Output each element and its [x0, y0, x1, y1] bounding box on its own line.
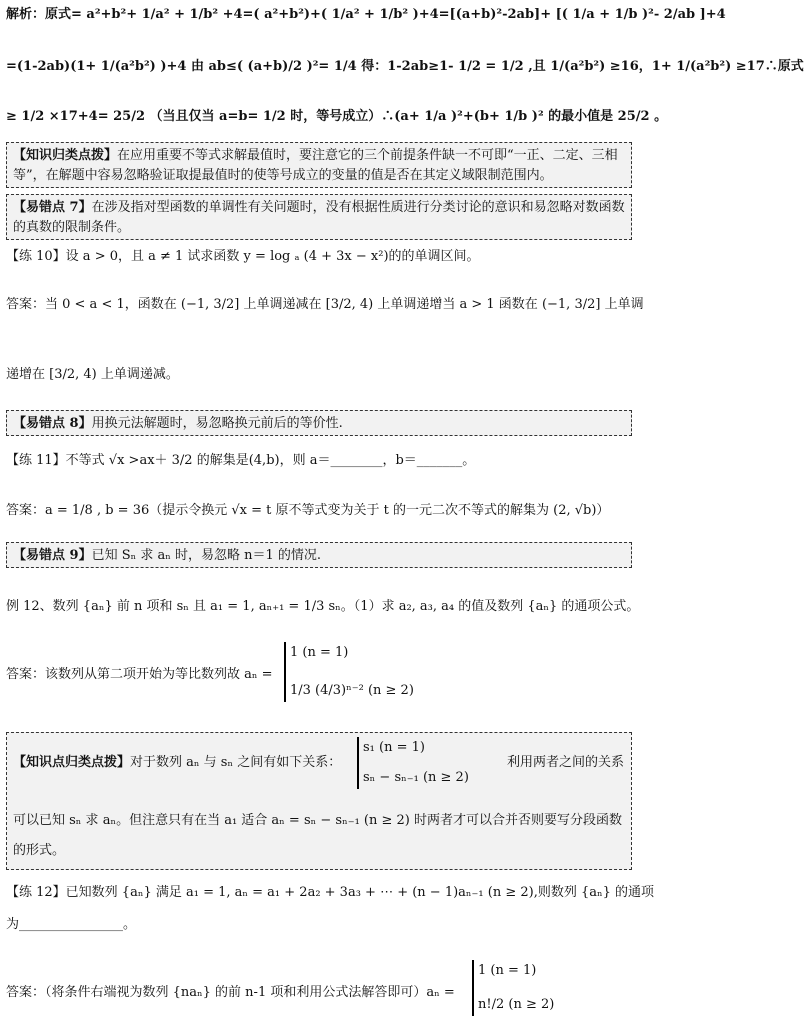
exercise-12-question: 【练 12】已知数列 {aₙ} 满足 a₁ = 1, aₙ = a₁ + 2a₂ + 3a₃ + ⋯ + (n − 1)aₙ₋₁ (n ≥ 2),则数列 {aₙ} 的通项	[6, 885, 655, 900]
exercise-12-question-2: 为________________。	[6, 917, 137, 932]
example-12-question: 例 12、数列 {aₙ} 前 n 项和 sₙ 且 a₁ = 1, aₙ₊₁ = 1/3 sₙ。（1）求 a₂, a₃, a₄ 的值及数列 {aₙ} 的通项公式。	[6, 599, 640, 614]
error-point-7-text: 在涉及指对型函数的单调性有关问题时，没有根据性质进行分类讨论的意识和易忽略对数函数的真数的限制条件。	[13, 200, 625, 235]
knowledge-point-text-1: 对于数列 aₙ 与 sₙ 之间有如下关系：	[130, 755, 342, 770]
exercise-12-answer: 答案：（将条件右端视为数列 {naₙ} 的前 n-1 项和利用公式法解答即可）aₙ =	[6, 985, 455, 1000]
analysis-line-1: 解析：原式= a²+b²+ 1/a² + 1/b² +4=( a²+b²)+( 1/a² + 1/b² )+4=[(a+b)²-2ab]+ [( 1/a + 1/b )²- 2/ab ]+4	[6, 7, 726, 22]
knowledge-point-label: 【知识点归类点拨】	[13, 755, 131, 770]
exercise-12-case-1: 1 (n = 1)	[478, 963, 537, 978]
example-12-answer-label: 答案：该数列从第二项开始为等比数列故 aₙ =	[6, 667, 273, 682]
exercise-12-case-2: n!/2 (n ≥ 2)	[478, 997, 555, 1012]
knowledge-point-case-1: s₁ (n = 1)	[363, 740, 425, 755]
example-12-case-1: 1 (n = 1)	[290, 645, 349, 660]
knowledge-tip-text: 在应用重要不等式求解最值时，要注意它的三个前提条件缺一不可即“一正、二定、三相等”，在解题中容易忽略验证取提最值时的使等号成立的变量的值是否在其定义域限制范围内。	[13, 148, 618, 183]
exercise-10-answer-1: 答案：当 0 < a < 1，函数在 (−1, 3/2] 上单调递减在 [3/2, 4) 上单调递增当 a > 1 函数在 (−1, 3/2] 上单调	[6, 297, 644, 312]
knowledge-point-piecewise	[357, 737, 469, 789]
error-point-9-label: 【易错点 9】	[13, 548, 92, 563]
error-point-7-label: 【易错点 7】	[13, 200, 92, 215]
exercise-12-piecewise	[472, 960, 554, 1016]
example-12-case-2: 1/3 (4/3)ⁿ⁻² (n ≥ 2)	[290, 683, 414, 698]
analysis-line-2: =(1-2ab)(1+ 1/(a²b²) )+4 由 ab≤( (a+b)/2 )²= 1/4 得：1-2ab≥1- 1/2 = 1/2 ,且 1/(a²b²) ≥16，1+ 1/(a²b²) ≥17∴原式	[6, 59, 804, 74]
knowledge-point-box	[6, 732, 632, 870]
error-point-9-text: 已知 Sₙ 求 aₙ 时，易忽略 n＝1 的情况.	[91, 548, 322, 563]
analysis-line-3: ≥ 1/2 ×17+4= 25/2 （当且仅当 a=b= 1/2 时，等号成立）∴(a+ 1/a )²+(b+ 1/b )² 的最小值是 25/2 。	[6, 109, 668, 124]
error-point-8-label: 【易错点 8】	[13, 416, 92, 431]
error-point-8-text: 用换元法解题时，易忽略换元前后的等价性.	[91, 416, 343, 431]
error-point-9-box	[6, 542, 632, 568]
exercise-10-answer-2: 递增在 [3/2, 4) 上单调递减。	[6, 367, 179, 382]
knowledge-point-text-2: 利用两者之间的关系	[507, 755, 625, 770]
exercise-11-question: 【练 11】不等式 √x >ax＋ 3/2 的解集是(4,b)，则 a＝________，b＝_______。	[6, 453, 476, 468]
knowledge-point-case-2: sₙ − sₙ₋₁ (n ≥ 2)	[363, 770, 469, 785]
error-point-8-box	[6, 410, 632, 436]
knowledge-point-text-4: 的形式。	[13, 843, 66, 858]
example-12-piecewise	[284, 642, 414, 702]
knowledge-point-text-3: 可以已知 sₙ 求 aₙ。但注意只有在当 a₁ 适合 aₙ = sₙ − sₙ₋₁ (n ≥ 2) 时两者才可以合并否则要写分段函数	[13, 813, 622, 828]
knowledge-tip-label: 【知识归类点拨】	[13, 148, 118, 163]
exercise-11-answer: 答案：a = 1/8 , b = 36（提示令换元 √x = t 原不等式变为关于 t 的一元二次不等式的解集为 (2, √b)）	[6, 503, 610, 518]
exercise-10-question: 【练 10】设 a > 0，且 a ≠ 1 试求函数 y = log ₐ (4 + 3x − x²)的的单调区间。	[6, 249, 480, 264]
error-point-7-box	[6, 194, 632, 240]
knowledge-tip-box	[6, 142, 632, 188]
